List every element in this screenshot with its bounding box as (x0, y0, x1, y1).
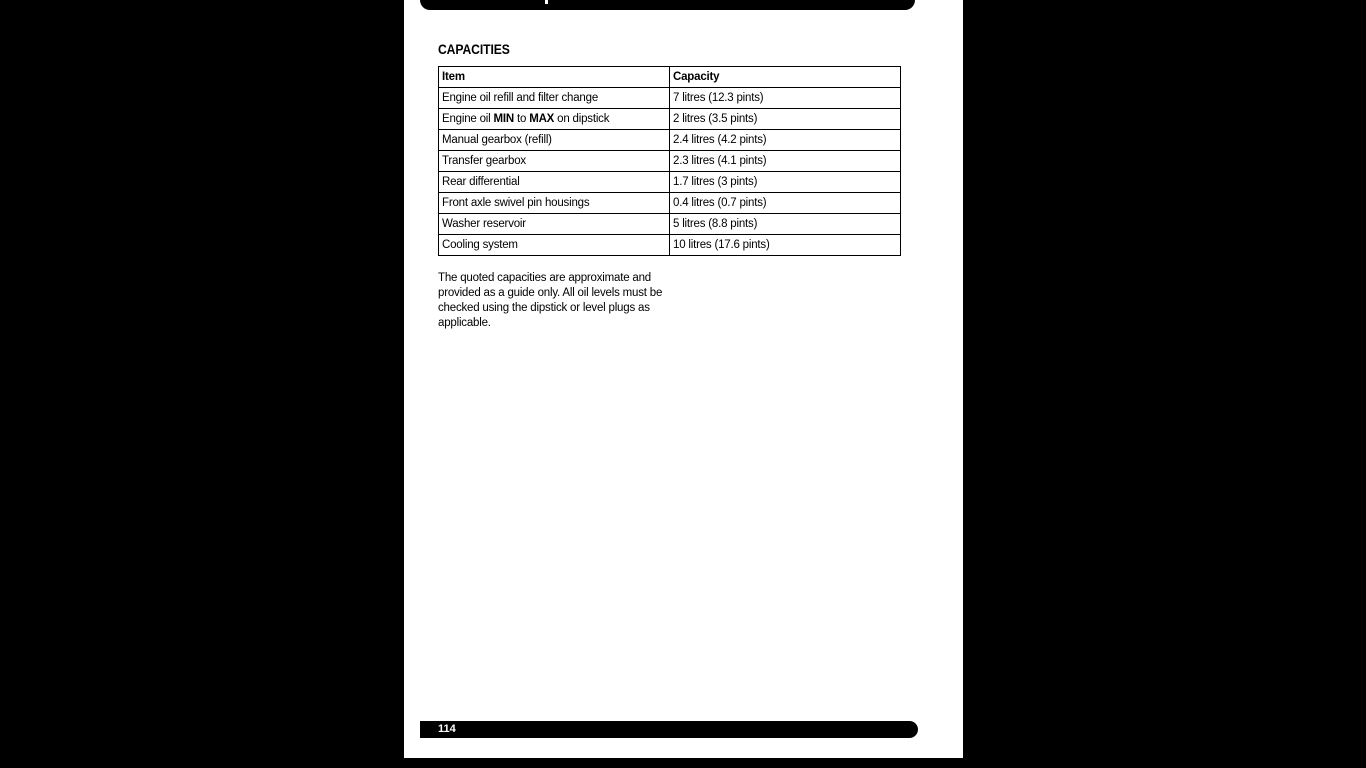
page-number: 114 (438, 723, 456, 735)
item-text: Engine oil (442, 113, 494, 125)
capacity-cell: 5 litres (8.8 pints) (670, 214, 901, 235)
capacity-cell: 0.4 litres (0.7 pints) (670, 193, 901, 214)
item-text: on dipstick (554, 113, 610, 125)
document-page (404, 0, 963, 758)
capacities-table (438, 66, 901, 256)
item-cell (439, 88, 670, 109)
item-cell (439, 235, 670, 256)
item-text: Front axle swivel pin housings (442, 197, 590, 209)
table-row (439, 109, 901, 130)
table-header-row (439, 67, 901, 88)
capacity-cell: 2.4 litres (4.2 pints) (670, 130, 901, 151)
table-row (439, 172, 901, 193)
item-text: to (514, 113, 530, 125)
item-text: Engine oil refill and filter change (442, 92, 599, 104)
item-text: Manual gearbox (refill) (442, 134, 552, 146)
table-row (439, 151, 901, 172)
item-cell (439, 193, 670, 214)
item-cell (439, 214, 670, 235)
item-cell (439, 151, 670, 172)
footer-bar (420, 721, 918, 738)
item-text: Transfer gearbox (442, 155, 526, 167)
header-bar (420, 0, 915, 10)
item-text: Rear differential (442, 176, 520, 188)
max-label: MAX (529, 113, 555, 125)
table-row (439, 130, 901, 151)
capacities-note: The quoted capacities are approximate and provided as a guide only. All oil levels must be checked using the dipstick or level plugs as applicable. (438, 272, 663, 329)
capacity-cell: 10 litres (17.6 pints) (670, 235, 901, 256)
item-text: Cooling system (442, 239, 518, 251)
capacity-cell: 1.7 litres (3 pints) (670, 172, 901, 193)
item-cell (439, 172, 670, 193)
table-row (439, 88, 901, 109)
table-row (439, 235, 901, 256)
column-header-item: Item (439, 67, 670, 88)
column-header-capacity: Capacity (670, 67, 901, 88)
item-cell (439, 130, 670, 151)
header-bar-glyph (545, 0, 548, 4)
item-cell (439, 109, 670, 130)
table-row (439, 214, 901, 235)
capacity-cell: 2 litres (3.5 pints) (670, 109, 901, 130)
capacity-cell: 2.3 litres (4.1 pints) (670, 151, 901, 172)
capacity-cell: 7 litres (12.3 pints) (670, 88, 901, 109)
table-row (439, 193, 901, 214)
item-text: Washer reservoir (442, 218, 526, 230)
section-title: CAPACITIES (438, 42, 510, 57)
min-label: MIN (493, 113, 514, 125)
